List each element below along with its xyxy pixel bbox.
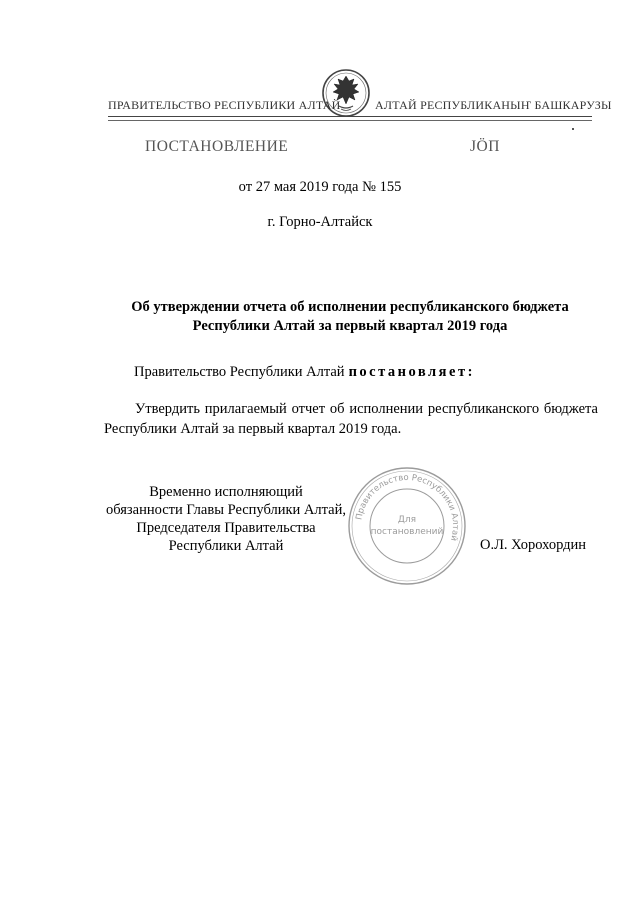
preamble-verb: постановляет: [348,364,475,380]
signatory-position [100,483,352,555]
header-government-name-ru: ПРАВИТЕЛЬСТВО РЕСПУБЛИКИ АЛТАЙ [108,98,341,112]
signatory-line: Временно исполняющий [149,484,303,500]
header-divider [108,116,592,117]
body-paragraph: Утвердить прилагаемый отчет об исполнении республиканского бюджета Республики Алтай за первый квартал 2019 года. [104,401,598,437]
document-title-line: Республики Алтай за первый квартал 2019 года [192,318,508,334]
header-government-name-alt: АЛТАЙ РЕСПУБЛИКАНЫҤ БАШКАРУЗЫ [375,98,612,112]
signatory-line: Председателя Правительства [136,520,316,536]
document-title [100,298,600,336]
signatory-name: О.Л. Хорохордин [480,537,587,553]
stamp-ring-text: Правительство Республики Алтай [354,472,461,543]
preamble [134,364,475,381]
document-date-number: от 27 мая 2019 года № 155 [238,179,402,195]
document-type-alt: ЈӦП [470,138,500,155]
scan-dot [572,128,574,130]
official-stamp-icon [346,465,468,587]
stamp-center-line: постановлений [370,527,444,537]
header-divider-thin [108,120,592,121]
document-title-line: Об утверждении отчета об исполнении республиканского бюджета [131,299,569,315]
document-city: г. Горно-Алтайск [267,214,373,230]
preamble-subject: Правительство Республики Алтай [134,364,345,380]
signatory-line: Республики Алтай [168,538,284,554]
document-type-ru: ПОСТАНОВЛЕНИЕ [145,138,289,155]
signatory-line: обязанности Главы Республики Алтай, [106,502,346,518]
stamp-center-line: Для [397,515,417,525]
